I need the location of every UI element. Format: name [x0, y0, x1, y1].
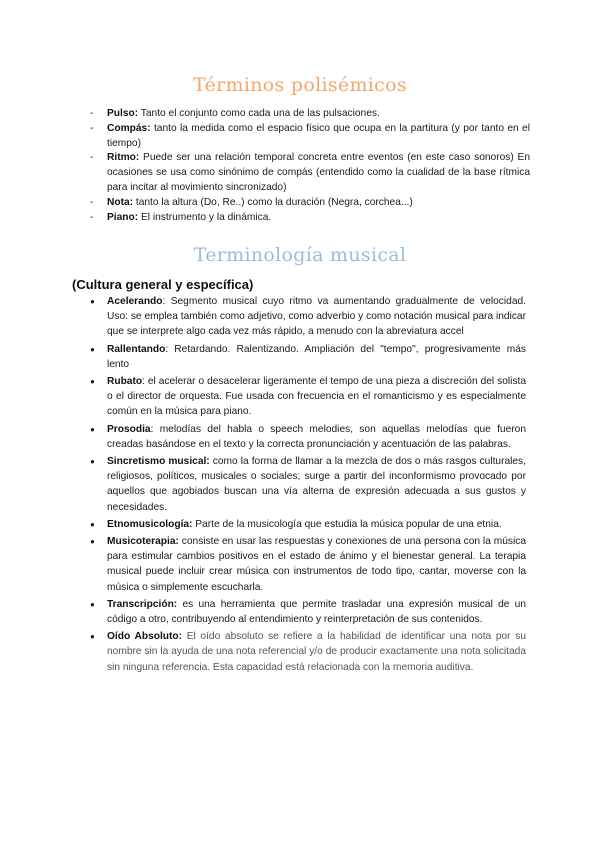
term-description: El instrumento y la dinámica.: [138, 211, 272, 223]
term-label: Transcripción:: [107, 598, 178, 610]
list-item: [90, 597, 526, 627]
polysemic-terms-list: [90, 107, 530, 225]
term-description: tanto la medida como el espacio físico que ocupa en la partitura (y por tanto en el tiempo): [107, 122, 530, 149]
term-label: Etnomusicología:: [107, 518, 193, 530]
list-item: [90, 342, 526, 372]
term-label: Compás:: [107, 122, 151, 134]
term-description: es una herramienta que permite trasladar una expresión musical de un código a otro, contribuyendo al entendimiento y reinterpretación de sus contenidos.: [107, 598, 526, 626]
section-title-musical-terminology: Terminología musical: [193, 244, 407, 266]
term-description: consiste en usar las respuestas y conexiones de una persona con la música para estimular cambios positivos en el estado de ánimo y el bienestar general. La terapia musical puede incluir crear música con instrumentos de todo tipo, cantar, moverse con la música o simplemente escucharla.: [107, 536, 526, 593]
term-label: Ritmo:: [107, 152, 140, 164]
term-label: Pulso:: [107, 108, 139, 119]
term-description: Puede ser una relación temporal concreta entre eventos (en este caso sonoros) En ocasiones se usa como sinónimo de compás (entendido como la cualidad de la base rítmica para incitar al movimiento sincronizado): [107, 152, 530, 193]
list-item: [90, 151, 530, 195]
list-item: [90, 122, 530, 152]
list-item: [90, 534, 526, 595]
term-description: Parte de la musicología que estudia la música popular de una etnia.: [192, 518, 502, 530]
term-label: Musicoterapia:: [107, 536, 179, 548]
list-item: [90, 107, 530, 122]
term-description: El oído absoluto se refiere a la habilidad de identificar una nota por su nombre sin la ayuda de una nota referencial y/o de producir exactamente una nota solicitada sin ninguna referencia. Esta capacidad está relacionada con la memoria auditiva.: [107, 631, 526, 673]
term-label: Sincretismo musical:: [107, 456, 210, 468]
term-label: Prosodia: [107, 423, 151, 435]
list-item: [90, 454, 526, 515]
section-subtitle: (Cultura general y específica): [72, 277, 254, 292]
list-item: [90, 422, 526, 452]
term-description: : Segmento musical cuyo ritmo va aumentando gradualmente de velocidad. Uso: se emplea también como adjetivo, como adverbio y como notación musical para indicar que se interprete algo cada vez más rápido, a menudo con la abreviatura accel: [107, 296, 526, 338]
term-description: : el acelerar o desacelerar ligeramente el tempo de una pieza a discreción del solista o el director de orquesta. Fue usada con frecuencia en el romanticismo y es especialmente común en la música para piano.: [107, 376, 526, 418]
term-description: : melodías del habla o speech melodies, son aquellas melodías que fueron creadas basándose en el texto y la correcta pronunciación y acentuación de las palabras.: [107, 423, 526, 450]
list-item: [90, 196, 530, 211]
term-description: como la forma de llamar a la mezcla de dos o más rasgos culturales, religiosos, políticos, musicales o sociales; surge a partir del inconformismo provocado por aquellos que agobiados buscan una vía alterna de expresión adecuada a sus gustos y necesidades.: [107, 456, 526, 513]
term-label: Acelerando: [107, 296, 163, 307]
term-label: Piano:: [107, 211, 139, 223]
term-description: : Retardando. Ralentizando. Ampliación del "tempo", progresivamente más lento: [107, 343, 526, 370]
term-description: tanto la altura (Do, Re..) como la duración (Negra, corchea...): [133, 196, 413, 208]
term-description: Tanto el conjunto como cada una de las pulsaciones.: [138, 108, 380, 119]
term-label: Rallentando: [107, 343, 166, 355]
list-item: [90, 294, 526, 340]
term-label: Oído Absoluto:: [107, 631, 183, 643]
section-title-polysemic-terms: Términos polisémicos: [193, 74, 407, 96]
list-item: [90, 629, 526, 675]
musical-terminology-list: [90, 294, 526, 677]
term-label: Rubato: [107, 376, 143, 388]
list-item: [90, 517, 526, 532]
list-item: [90, 211, 530, 226]
list-item: [90, 374, 526, 420]
term-label: Nota:: [107, 196, 134, 208]
